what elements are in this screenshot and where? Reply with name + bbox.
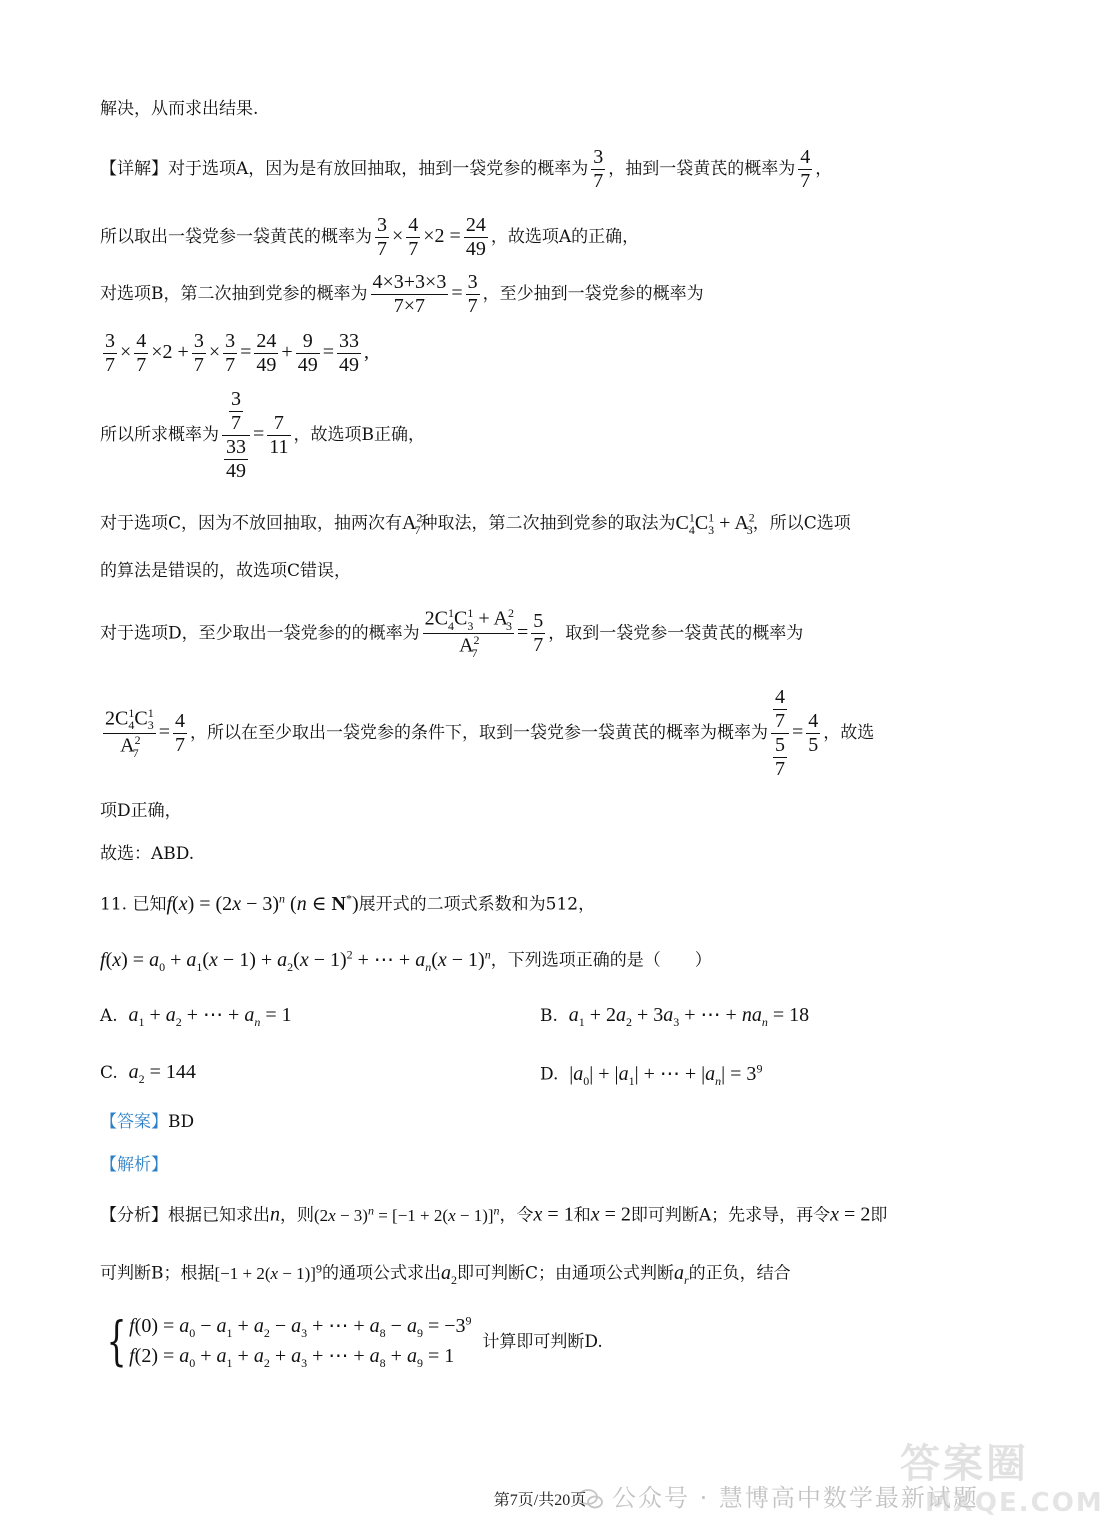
text: 的通项公式求出 — [321, 1263, 441, 1284]
option-b[interactable]: B. $a_1 + 2a_2 + 3a_3$ + ⋯ + $na_n = 18$ — [540, 1004, 810, 1029]
text: 所以所求概率为 — [100, 425, 219, 445]
page-footer: 第7页/共20页 — [493, 1492, 587, 1509]
watermark-logo: 答案圈 — [900, 1441, 1029, 1487]
text-line: 项D正确， — [100, 801, 182, 821]
option-d-line: 对于选项D，至少取出一袋党参的的概率为 $\frac{2C^1_4C^1_3 + A^2_3}{A^2_7}$ = $\frac{5}{7}$ ，取到一袋党参一袋黄芪的概率为 — [100, 606, 804, 661]
text: ，故选项A的正确， — [490, 227, 640, 247]
option-label: C. — [100, 1063, 118, 1083]
text: 计算即可判断D. — [482, 1331, 603, 1352]
text: 展开式的二项式系数和为512， — [358, 894, 596, 915]
text: ，则 — [280, 1205, 314, 1226]
question-11: 11. 已知$f(x) = (2x - 3)^n$ (n ∈ N*)展开式的二项式系数和为512， — [100, 891, 596, 915]
question-number: 11. 已知 — [100, 894, 167, 915]
formula-line: $\frac{3}{7}$ × $\frac{4}{7}$ ×2 + $\frac{3}{7}$ × $\frac{3}{7}$ = $\frac{24}{49}$ + $\frac{9}{49}$ = $\frac{33}{49}$ , — [105, 330, 369, 376]
watermark-site: MXQE.COM — [925, 1488, 1104, 1518]
equation-system: $f(0) = a_0 - a_1 + a_2 - a_3$ + ⋯ + $a_8 - a_9 = -3^9$ $f(2) = a_0 + a_1 + a_2 + a_3$ + ⋯ + $a_8 + a_9 = 1$ — [129, 1313, 472, 1371]
text: ，所以C选项 — [752, 513, 851, 534]
text: 对于选项D，至少取出一袋党参的的概率为 — [100, 623, 420, 644]
text: ，下列选项正确的是（ ） — [490, 950, 712, 971]
text: ，至少抽到一袋党参的概率为 — [482, 284, 704, 304]
fraction: $\frac{3}{7}$ — [593, 146, 604, 192]
text: 可判断B；根据 — [100, 1263, 215, 1284]
prob-line: 所以取出一袋党参一袋黄芪的概率为 $\frac{3}{7}$ × $\frac{4}{7}$ ×2 = $\frac{24}{49}$ ，故选项A的正确， — [100, 214, 640, 260]
option-b-line: 对选项B，第二次抽到党参的概率为 $\frac{4\times 3+3\times 3}{7\times 7}$ = $\frac{3}{7}$ ，至少抽到一袋党参的概率为 — [100, 271, 704, 317]
option-a[interactable]: A. $a_1 + a_2$ + ⋯ + $a_n = 1$ — [100, 1004, 292, 1029]
text: 即可判断A；先求导，再令 — [630, 1205, 831, 1226]
answer-line — [100, 1114, 194, 1131]
text: ，故选 — [823, 723, 875, 743]
watermark-label: 公众号 · 慧博高中数学最新试题 — [612, 1484, 979, 1512]
analysis-label: 【解析】 — [100, 1155, 168, 1175]
text: 对于选项A，因为是有放回抽取，抽到一袋党参的概率为 — [168, 159, 589, 179]
option-c[interactable]: C. $a_2 = 144$ — [100, 1061, 196, 1086]
text-line: 故选：ABD. — [100, 844, 195, 864]
fenxi-line-1: 【分析】根据已知求出n，则$(2x - 3)^n = [-1 + 2(x - 1)]^n$，令x = 1和x = 2即可判断A；先求导，再令x = 2即 — [100, 1203, 888, 1226]
text: 所以取出一袋党参一袋黄芪的概率为 — [100, 227, 372, 247]
detail-line-a — [100, 146, 832, 193]
fenxi-tag: 【分析】 — [100, 1205, 168, 1226]
fraction: $\frac{4}{7}$ — [800, 146, 811, 192]
text: 和 — [573, 1205, 591, 1226]
text: 即可判断C；由通项公式判断 — [456, 1263, 674, 1284]
option-label: D. — [540, 1064, 559, 1085]
text: ，所以在至少取出一袋党参的条件下，取到一袋党参一袋黄芪的概率为概率为 — [189, 723, 768, 743]
text: 对于选项C，因为不放回抽取，抽两次有 — [100, 513, 403, 534]
text: ，抽到一袋黄芪的概率为 — [608, 159, 796, 179]
answer-tag: 【答案】 — [100, 1112, 168, 1132]
text: 对选项B，第二次抽到党参的概率为 — [100, 284, 368, 304]
text: ，故选项B正确， — [293, 425, 426, 445]
option-c-line: 对于选项C，因为不放回抽取，抽两次有$A^2_7$种取法，第二次抽到党参的取法为$C^1_4C^1_3 + A^2_3$，所以C选项 — [100, 510, 851, 537]
option-label: A. — [100, 1006, 118, 1026]
option-d[interactable]: D. $|a_0| + |a_1|$ + ⋯ + $|a_n| = 3^9$ — [540, 1061, 763, 1088]
fenxi-system — [100, 1312, 603, 1373]
text: ， — [815, 159, 833, 179]
text: ，取到一袋党参一袋黄芪的概率为 — [548, 623, 804, 644]
brace: { — [106, 1312, 127, 1373]
fenxi-line-2: 可判断B；根据$[-1 + 2(x - 1)]^9$的通项公式求出$a_2$即可判断C；由通项公式判断$a_r$的正负，结合 — [100, 1261, 791, 1287]
option-label: B. — [540, 1006, 558, 1026]
text: 根据已知求出 — [168, 1205, 270, 1226]
option-b-result: 所以所求概率为 $\frac{\frac{3}{7}}{\frac{33}{49}}$ = $\frac{7}{11}$ ，故选项B正确， — [100, 388, 426, 482]
text: 的正负，结合 — [688, 1263, 791, 1284]
text-line: 解决，从而求出结果. — [100, 99, 259, 119]
text: 即 — [870, 1205, 888, 1226]
text: 种取法，第二次抽到党参的取法为 — [420, 513, 676, 534]
analysis-tag — [100, 1157, 168, 1174]
option-d-result: $\frac{2C^1_4C^1_3}{A^2_7}$ = $\frac{4}{7}$ ，所以在至少取出一袋党参的条件下，取到一袋党参一袋黄芪的概率为概率为 $\frac{\frac{4}{7}}{\frac{5}{7}}$ = $\frac{4}{5}$ ，故选 — [105, 686, 875, 780]
question-11-expansion: $f(x) = a_0 + a_1(x - 1) + a_2(x - 1)^2$ + ⋯ + $a_n(x - 1)^n$，下列选项正确的是（ ） — [100, 947, 712, 974]
text-line: 的算法是错误的，故选项C错误， — [100, 561, 352, 581]
answer-value: BD — [168, 1112, 195, 1132]
detail-tag: 【详解】 — [100, 159, 168, 179]
text: ，令 — [499, 1205, 534, 1226]
